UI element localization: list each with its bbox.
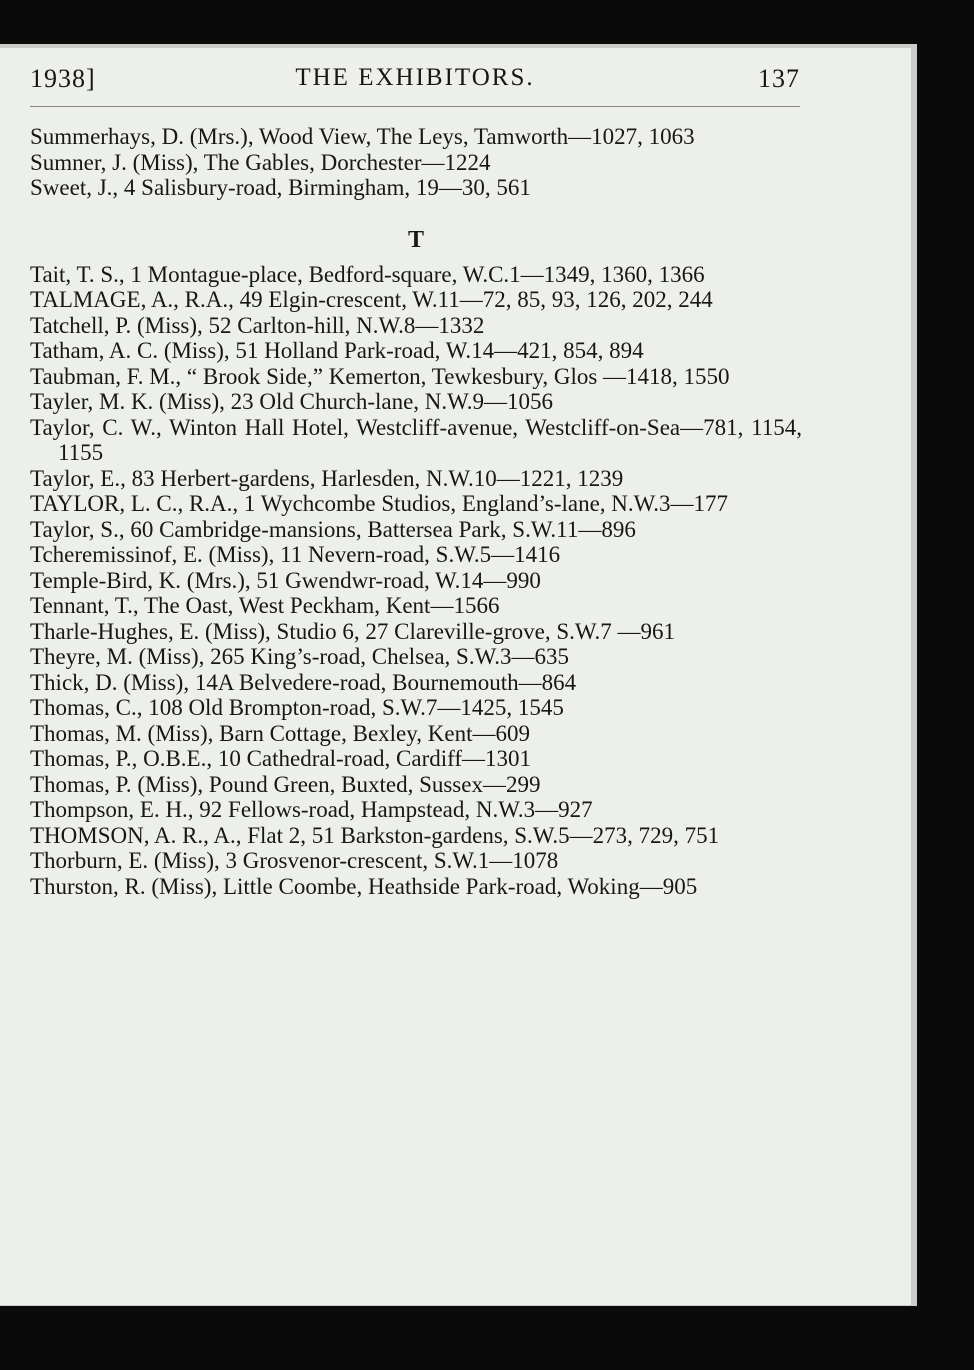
list-item: Tatchell, P. (Miss), 52 Carlton-hill, N.W.8—1332 <box>30 312 485 338</box>
list-item: Thomas, P., O.B.E., 10 Cathedral-road, Cardiff—1301 <box>30 746 532 771</box>
running-header <box>30 64 800 94</box>
list-item: Tait, T. S., 1 Montague-place, Bedford-square, W.C.1—1349, 1360, 1366 <box>30 261 705 287</box>
list-item: Thick, D. (Miss), 14A Belvedere-road, Bournemouth—864 <box>30 669 577 695</box>
section-letter: T <box>407 226 424 253</box>
list-item: Theyre, M. (Miss), 265 King’s-road, Chelsea, S.W.3—635 <box>30 644 569 669</box>
list-item: Taylor, S., 60 Cambridge-mansions, Battersea Park, S.W.11—896 <box>30 516 636 542</box>
list-item: Summerhays, D. (Mrs.), Wood View, The Leys, Tamworth—1027, 1063 <box>30 124 695 149</box>
list-item: Sweet, J., 4 Salisbury-road, Birmingham, 19—30, 561 <box>30 175 531 200</box>
list-item: TAYLOR, L. C., R.A., 1 Wychcombe Studios, England’s-lane, N.W.3—177 <box>30 491 729 516</box>
list-item: Sumner, J. (Miss), The Gables, Dorchester—1224 <box>30 149 491 175</box>
list-item: Tennant, T., The Oast, West Peckham, Kent—1566 <box>30 593 500 618</box>
header-title: THE EXHIBITORS. <box>295 64 535 91</box>
list-item: Taubman, F. M., “ Brook Side,” Kemerton, Tewkesbury, Glos —1418, 1550 <box>30 363 730 389</box>
list-item: Thompson, E. H., 92 Fellows-road, Hampstead, N.W.3—927 <box>30 797 593 822</box>
list-item: THOMSON, A. R., A., Flat 2, 51 Barkston-gardens, S.W.5—273, 729, 751 <box>30 822 720 848</box>
exhibitor-list <box>30 124 802 899</box>
list-item: TALMAGE, A., R.A., 49 Elgin-crescent, W.11—72, 85, 93, 126, 202, 244 <box>30 287 713 312</box>
list-item: Tcheremissinof, E. (Miss), 11 Nevern-road, S.W.5—1416 <box>30 542 561 567</box>
list-item: Tharle-Hughes, E. (Miss), Studio 6, 27 Clareville-grove, S.W.7 —961 <box>30 618 675 644</box>
list-item: Thomas, P. (Miss), Pound Green, Buxted, Sussex—299 <box>30 771 541 797</box>
list-item: Thomas, C., 108 Old Brompton-road, S.W.7—1425, 1545 <box>30 695 564 720</box>
page-number: 137 <box>758 64 800 93</box>
list-item: Temple-Bird, K. (Mrs.), 51 Gwendwr-road, W.14—990 <box>30 567 541 593</box>
header-year: 1938] <box>30 64 96 93</box>
list-item: Tayler, M. K. (Miss), 23 Old Church-lane, N.W.9—1056 <box>30 389 553 414</box>
list-item: Taylor, C. W., Winton Hall Hotel, Westcliff-avenue, Westcliff-on-Sea—781, 1154, 1155 <box>30 414 802 465</box>
list-item: Taylor, E., 83 Herbert-gardens, Harlesden, N.W.10—1221, 1239 <box>30 465 624 491</box>
header-rule <box>30 106 800 107</box>
list-item: Thurston, R. (Miss), Little Coombe, Heathside Park-road, Woking—905 <box>30 873 698 899</box>
list-item: Tatham, A. C. (Miss), 51 Holland Park-road, W.14—421, 854, 894 <box>30 338 644 363</box>
list-item: Thorburn, E. (Miss), 3 Grosvenor-crescent, S.W.1—1078 <box>30 848 559 873</box>
list-item: Thomas, M. (Miss), Barn Cottage, Bexley, Kent—609 <box>30 720 530 746</box>
